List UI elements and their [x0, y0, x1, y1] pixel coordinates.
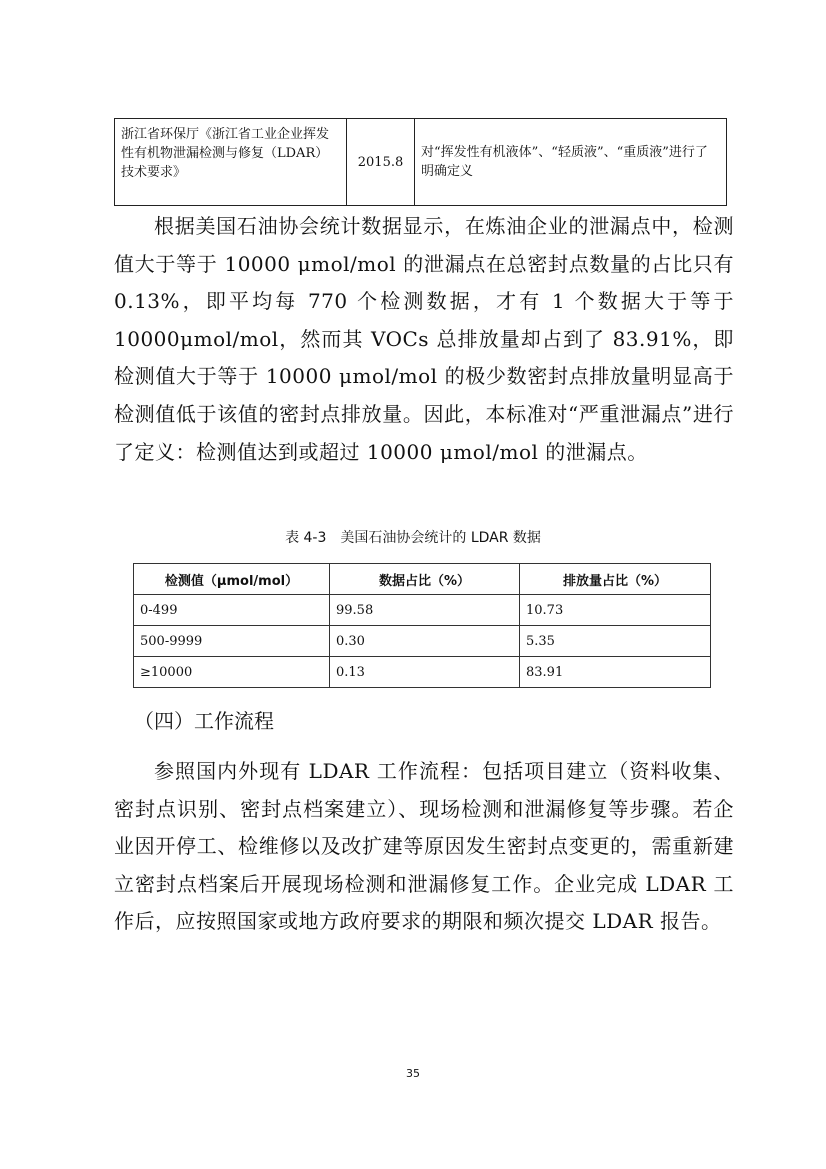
- table-cell: 0.30: [330, 626, 520, 657]
- table-cell: 0.13: [330, 657, 520, 688]
- column-header: 排放量占比（%）: [520, 564, 711, 595]
- body-paragraph-2: 参照国内外现有 LDAR 工作流程：包括项目建立（资料收集、密封点识别、密封点档案建立）、现场检测和泄漏修复等步骤。若企业因开停工、检维修以及改扩建等原因发生密封点变更的，需重新建立密封点档案后开展现场检测和泄漏修复工作。企业完成 LDAR 工作后，应按照国家或地方政府要求的期限和频次提交 LDAR 报告。: [114, 759, 734, 934]
- table-cell: 0-499: [134, 595, 330, 626]
- table-cell: 5.35: [520, 626, 711, 657]
- regulation-content-cell: 对“挥发性有机液体”、“轻质液”、“重质液”进行了明确定义: [415, 119, 727, 206]
- table-caption: 表 4-3 美国石油协会统计的 LDAR 数据: [285, 530, 541, 546]
- table-row: [134, 657, 711, 688]
- regulation-source-cell: 浙江省环保厅《浙江省工业企业挥发性有机物泄漏检测与修复（LDAR）技术要求》: [115, 119, 347, 206]
- table-cell: 99.58: [330, 595, 520, 626]
- table-cell: 500-9999: [134, 626, 330, 657]
- section-heading: （四）工作流程: [134, 709, 274, 733]
- body-paragraph-1: 根据美国石油协会统计数据显示，在炼油企业的泄漏点中，检测值大于等于 10000 μmol/mol 的泄漏点在总密封点数量的占比只有 0.13%，即平均每 770 个检测数据，才有 1 个数据大于等于 10000μmol/mol，然而其 VOCs 总排放量却占到了 83.91%，即检测值大于等于 10000 μmol/mol 的极少数密封点排放量明显高于检测值低于该值的密封点排放量。因此，本标准对“严重泄漏点”进行了定义：检测值达到或超过 10000 μmol/mol 的泄漏点。: [114, 214, 734, 464]
- table-row: [134, 595, 711, 626]
- table-header-row: [134, 564, 711, 595]
- ldar-data-table: [133, 563, 711, 688]
- column-header: 数据占比（%）: [330, 564, 520, 595]
- page-number: 35: [406, 1067, 420, 1080]
- table-row: [115, 119, 727, 206]
- regulation-date-cell: 2015.8: [347, 119, 415, 206]
- table-cell: ≥10000: [134, 657, 330, 688]
- table-row: [134, 626, 711, 657]
- column-header: 检测值（μmol/mol）: [134, 564, 330, 595]
- table-cell: 10.73: [520, 595, 711, 626]
- regulation-table: [114, 118, 727, 206]
- table-cell: 83.91: [520, 657, 711, 688]
